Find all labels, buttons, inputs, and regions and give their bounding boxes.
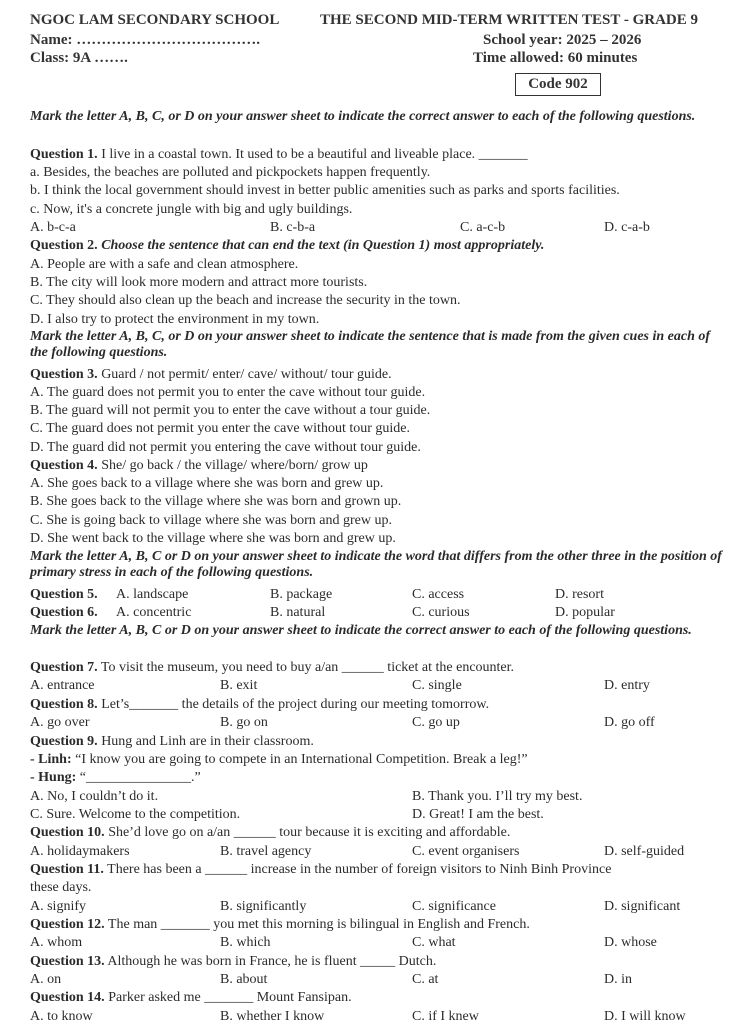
q1-option-c[interactable]: C. a-c-b — [460, 220, 506, 235]
speaker-label: - Linh: — [30, 752, 72, 767]
name-label: Name: ………………………………. — [30, 32, 260, 48]
q2-option-c[interactable]: C. They should also clean up the beach and increase the security in the town. — [30, 293, 461, 308]
q9-option-c[interactable]: C. Sure. Welcome to the competition. — [30, 807, 241, 822]
question-number: Question 13. — [30, 954, 105, 969]
q13-option-a[interactable]: A. on — [30, 972, 62, 987]
q12-option-a[interactable]: A. whom — [30, 935, 83, 950]
test-title: THE SECOND MID-TERM WRITTEN TEST - GRADE 9 — [320, 12, 698, 28]
question-number: Question 1. — [30, 147, 98, 162]
q8-option-c[interactable]: C. go up — [412, 715, 460, 730]
sentence-a: a. Besides, the beaches are polluted and pickpockets happen frequently. — [30, 165, 431, 180]
question-14 — [30, 990, 352, 1006]
question-4 — [30, 458, 368, 474]
dialogue-linh — [30, 752, 528, 768]
question-13 — [30, 954, 436, 970]
q9-option-d[interactable]: D. Great! I am the best. — [412, 807, 544, 822]
q12-option-b[interactable]: B. which — [220, 935, 271, 950]
question-text: I live in a coastal town. It used to be a beautiful and liveable place. _______ — [97, 147, 528, 162]
question-text: Parker asked me _______ Mount Fansipan. — [104, 990, 352, 1005]
q6-option-a[interactable]: A. concentric — [116, 605, 192, 620]
section-instruction-3: Mark the letter A, B, C or D on your answer sheet to indicate the word that differs from the other three in the position of primary stress in each of the following questions. — [30, 549, 722, 580]
q7-option-b[interactable]: B. exit — [220, 678, 258, 693]
question-text: Choose the sentence that can end the text (in Question 1) most appropriately. — [97, 238, 545, 253]
q8-option-a[interactable]: A. go over — [30, 715, 90, 730]
question-number: Question 3. — [30, 367, 98, 382]
q12-option-c[interactable]: C. what — [412, 935, 456, 950]
q7-option-d[interactable]: D. entry — [604, 678, 650, 693]
q4-option-b[interactable]: B. She goes back to the village where she was born and grown up. — [30, 494, 402, 509]
q14-option-b[interactable]: B. whether I know — [220, 1009, 325, 1024]
q13-option-b[interactable]: B. about — [220, 972, 268, 987]
q14-option-c[interactable]: C. if I knew — [412, 1009, 479, 1024]
q2-option-d[interactable]: D. I also try to protect the environment in my town. — [30, 312, 320, 327]
question-11 — [30, 862, 611, 878]
q2-option-b[interactable]: B. The city will look more modern and attract more tourists. — [30, 275, 368, 290]
question-7 — [30, 660, 514, 676]
q7-option-a[interactable]: A. entrance — [30, 678, 95, 693]
q9-option-a[interactable]: A. No, I couldn’t do it. — [30, 789, 159, 804]
question-number: Question 11. — [30, 862, 104, 877]
question-text: Although he was born in France, he is fluent _____ Dutch. — [104, 954, 437, 969]
q1-option-a[interactable]: A. b-c-a — [30, 220, 76, 235]
school-name: NGOC LAM SECONDARY SCHOOL — [30, 12, 280, 28]
q12-option-d[interactable]: D. whose — [604, 935, 657, 950]
q6-option-b[interactable]: B. natural — [270, 605, 326, 620]
q5-option-b[interactable]: B. package — [270, 587, 333, 602]
dialogue-hung — [30, 770, 201, 786]
q13-option-d[interactable]: D. in — [604, 972, 632, 987]
q9-option-b[interactable]: B. Thank you. I’ll try my best. — [412, 789, 583, 804]
question-6-number: Question 6. — [30, 605, 98, 620]
q7-option-c[interactable]: C. single — [412, 678, 462, 693]
q10-option-d[interactable]: D. self-guided — [604, 844, 685, 859]
question-number: Question 12. — [30, 917, 105, 932]
q3-option-b[interactable]: B. The guard will not permit you to enter the cave without a tour guide. — [30, 403, 431, 418]
question-number: Question 4. — [30, 458, 98, 473]
question-text: To visit the museum, you need to buy a/an ______ ticket at the encounter. — [97, 660, 515, 675]
speaker-line: “I know you are going to compete in an International Competition. Break a leg!” — [71, 752, 528, 767]
speaker-line: “_______________.” — [76, 770, 201, 785]
q14-option-d[interactable]: D. I will know — [604, 1009, 686, 1024]
q13-option-c[interactable]: C. at — [412, 972, 439, 987]
q8-option-d[interactable]: D. go off — [604, 715, 655, 730]
q3-option-d[interactable]: D. The guard did not permit you entering the cave without tour guide. — [30, 440, 421, 455]
question-number: Question 7. — [30, 660, 98, 675]
q6-option-d[interactable]: D. popular — [555, 605, 615, 620]
question-12 — [30, 917, 530, 933]
q8-option-b[interactable]: B. go on — [220, 715, 268, 730]
question-text: Guard / not permit/ enter/ cave/ without/ tour guide. — [97, 367, 392, 382]
q5-option-c[interactable]: C. access — [412, 587, 465, 602]
question-number: Question 2. — [30, 238, 98, 253]
section-instruction-2: Mark the letter A, B, C, or D on your answer sheet to indicate the sentence that is made from the given cues in each of the following questions. — [30, 329, 711, 360]
question-1 — [30, 147, 528, 163]
sentence-c: c. Now, it's a concrete jungle with big and ugly buildings. — [30, 202, 353, 217]
question-number: Question 14. — [30, 990, 105, 1005]
sentence-b: b. I think the local government should invest in better public amenities such as parks and sports facilities. — [30, 183, 620, 198]
q4-option-c[interactable]: C. She is going back to village where she was born and grew up. — [30, 513, 392, 528]
time-allowed: Time allowed: 60 minutes — [473, 50, 638, 66]
section-instruction-1: Mark the letter A, B, C, or D on your answer sheet to indicate the correct answer to each of the following questions. — [30, 109, 696, 124]
exam-code-box: Code 902 — [515, 73, 601, 96]
q4-option-d[interactable]: D. She went back to the village where she was born and grew up. — [30, 531, 396, 546]
question-9 — [30, 734, 314, 750]
question-number: Question 8. — [30, 697, 98, 712]
q10-option-c[interactable]: C. event organisers — [412, 844, 520, 859]
q2-option-a[interactable]: A. People are with a safe and clean atmosphere. — [30, 257, 299, 272]
speaker-label: - Hung: — [30, 770, 77, 785]
question-text: There has been a ______ increase in the number of foreign visitors to Ninh Binh Province — [103, 862, 612, 877]
question-number: Question 10. — [30, 825, 105, 840]
question-text: The man _______ you met this morning is bilingual in English and French. — [104, 917, 530, 932]
question-3 — [30, 367, 392, 383]
q6-option-c[interactable]: C. curious — [412, 605, 470, 620]
class-label: Class: 9A ……. — [30, 50, 128, 66]
question-2 — [30, 238, 544, 254]
q14-option-a[interactable]: A. to know — [30, 1009, 93, 1024]
question-text: Let’s_______ the details of the project during our meeting tomorrow. — [97, 697, 490, 712]
q11-option-b[interactable]: B. significantly — [220, 899, 307, 914]
question-text: She’d love go on a/an ______ tour because it is exciting and affordable. — [104, 825, 511, 840]
question-8 — [30, 697, 489, 713]
question-11-continued: these days. — [30, 880, 92, 895]
q5-option-a[interactable]: A. landscape — [116, 587, 189, 602]
q10-option-b[interactable]: B. travel agency — [220, 844, 312, 859]
school-year: School year: 2025 – 2026 — [483, 32, 642, 48]
question-10 — [30, 825, 510, 841]
q3-option-c[interactable]: C. The guard does not permit you enter the cave without tour guide. — [30, 421, 410, 436]
question-5-number: Question 5. — [30, 587, 98, 602]
section-instruction-4: Mark the letter A, B, C or D on your answer sheet to indicate the correct answer to each of the following questions. — [30, 623, 692, 638]
q11-option-d[interactable]: D. significant — [604, 899, 681, 914]
q1-option-d[interactable]: D. c-a-b — [604, 220, 650, 235]
q5-option-d[interactable]: D. resort — [555, 587, 604, 602]
q10-option-a[interactable]: A. holidaymakers — [30, 844, 130, 859]
question-text: Hung and Linh are in their classroom. — [97, 734, 314, 749]
question-number: Question 9. — [30, 734, 98, 749]
q11-option-c[interactable]: C. significance — [412, 899, 496, 914]
q11-option-a[interactable]: A. signify — [30, 899, 86, 914]
q4-option-a[interactable]: A. She goes back to a village where she was born and grew up. — [30, 476, 384, 491]
question-text: She/ go back / the village/ where/born/ grow up — [97, 458, 368, 473]
q3-option-a[interactable]: A. The guard does not permit you to enter the cave without tour guide. — [30, 385, 426, 400]
q1-option-b[interactable]: B. c-b-a — [270, 220, 316, 235]
